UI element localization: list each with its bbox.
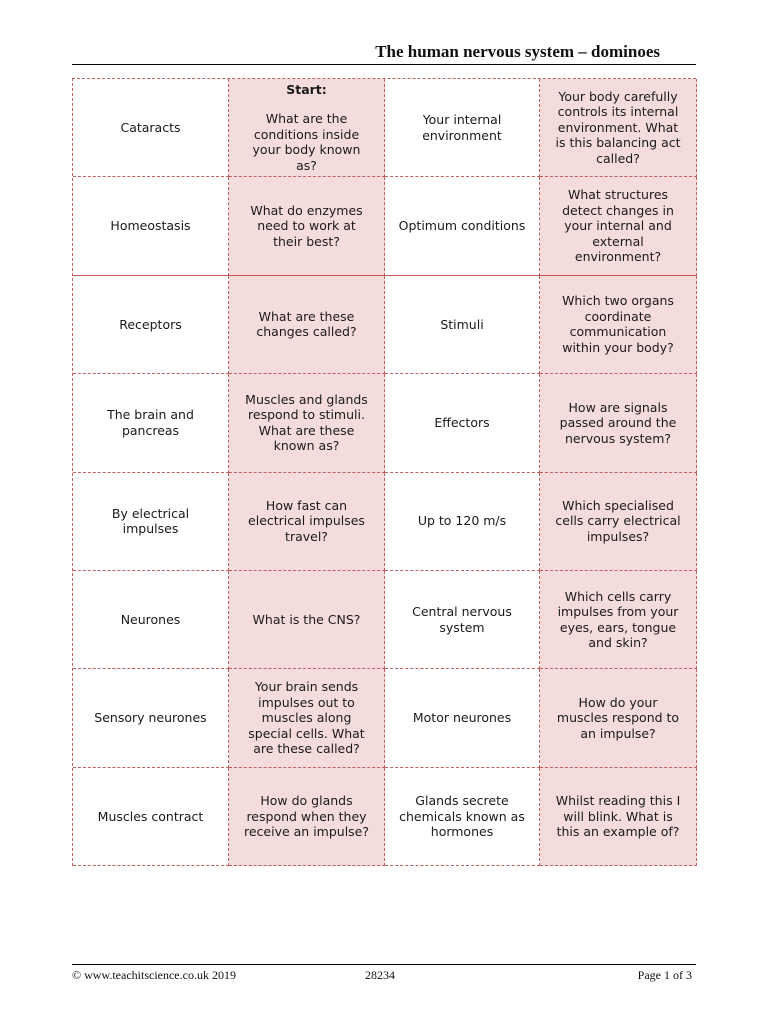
domino-answer: Muscles contract [73,768,229,866]
domino-question: How are signals passed around the nervous system? [540,374,697,472]
domino-answer: Your internal environment [385,79,540,177]
domino-question: What are these changes called? [229,276,385,374]
document-code: 28234 [365,968,395,982]
domino-question: How fast can electrical impulses travel? [229,473,385,571]
domino-question: Start: What are the conditions inside your body known as? [229,79,385,177]
domino-question: How do glands respond when they receive an impulse? [229,768,385,866]
domino-answer: Glands secrete chemicals known as hormones [385,768,540,866]
domino-answer: Cataracts [73,79,229,177]
domino-question: What do enzymes need to work at their best? [229,177,385,275]
domino-answer: Sensory neurones [73,669,229,767]
domino-answer: Neurones [73,571,229,669]
domino-question: Which two organs coordinate communication within your body? [540,276,697,374]
domino-answer: Optimum conditions [385,177,540,275]
domino-answer: Central nervous system [385,571,540,669]
domino-question: Muscles and glands respond to stimuli. What are these known as? [229,374,385,472]
domino-answer: The brain and pancreas [73,374,229,472]
domino-question: What is the CNS? [229,571,385,669]
domino-question: Whilst reading this I will blink. What is this an example of? [540,768,697,866]
domino-question: Which specialised cells carry electrical impulses? [540,473,697,571]
domino-question: How do your muscles respond to an impulse? [540,669,697,767]
domino-answer: By electrical impulses [73,473,229,571]
domino-question: What structures detect changes in your internal and external environment? [540,177,697,275]
domino-answer: Up to 120 m/s [385,473,540,571]
domino-answer: Effectors [385,374,540,472]
copyright-text: © www.teachitscience.co.uk 2019 [72,968,236,982]
page-number: Page 1 of 3 [637,968,692,982]
domino-question: Your brain sends impulses out to muscles along special cells. What are these called? [229,669,385,767]
domino-question: Which cells carry impulses from your eyes, ears, tongue and skin? [540,571,697,669]
page-footer [72,964,696,987]
domino-answer: Receptors [73,276,229,374]
document-title: The human nervous system – dominoes [375,42,660,61]
page-header [72,40,696,65]
domino-answer: Homeostasis [73,177,229,275]
domino-question: Your body carefully controls its internal environment. What is this balancing act called? [540,79,697,177]
domino-grid [72,78,696,866]
domino-answer: Stimuli [385,276,540,374]
domino-answer: Motor neurones [385,669,540,767]
start-label: Start: [286,81,327,97]
